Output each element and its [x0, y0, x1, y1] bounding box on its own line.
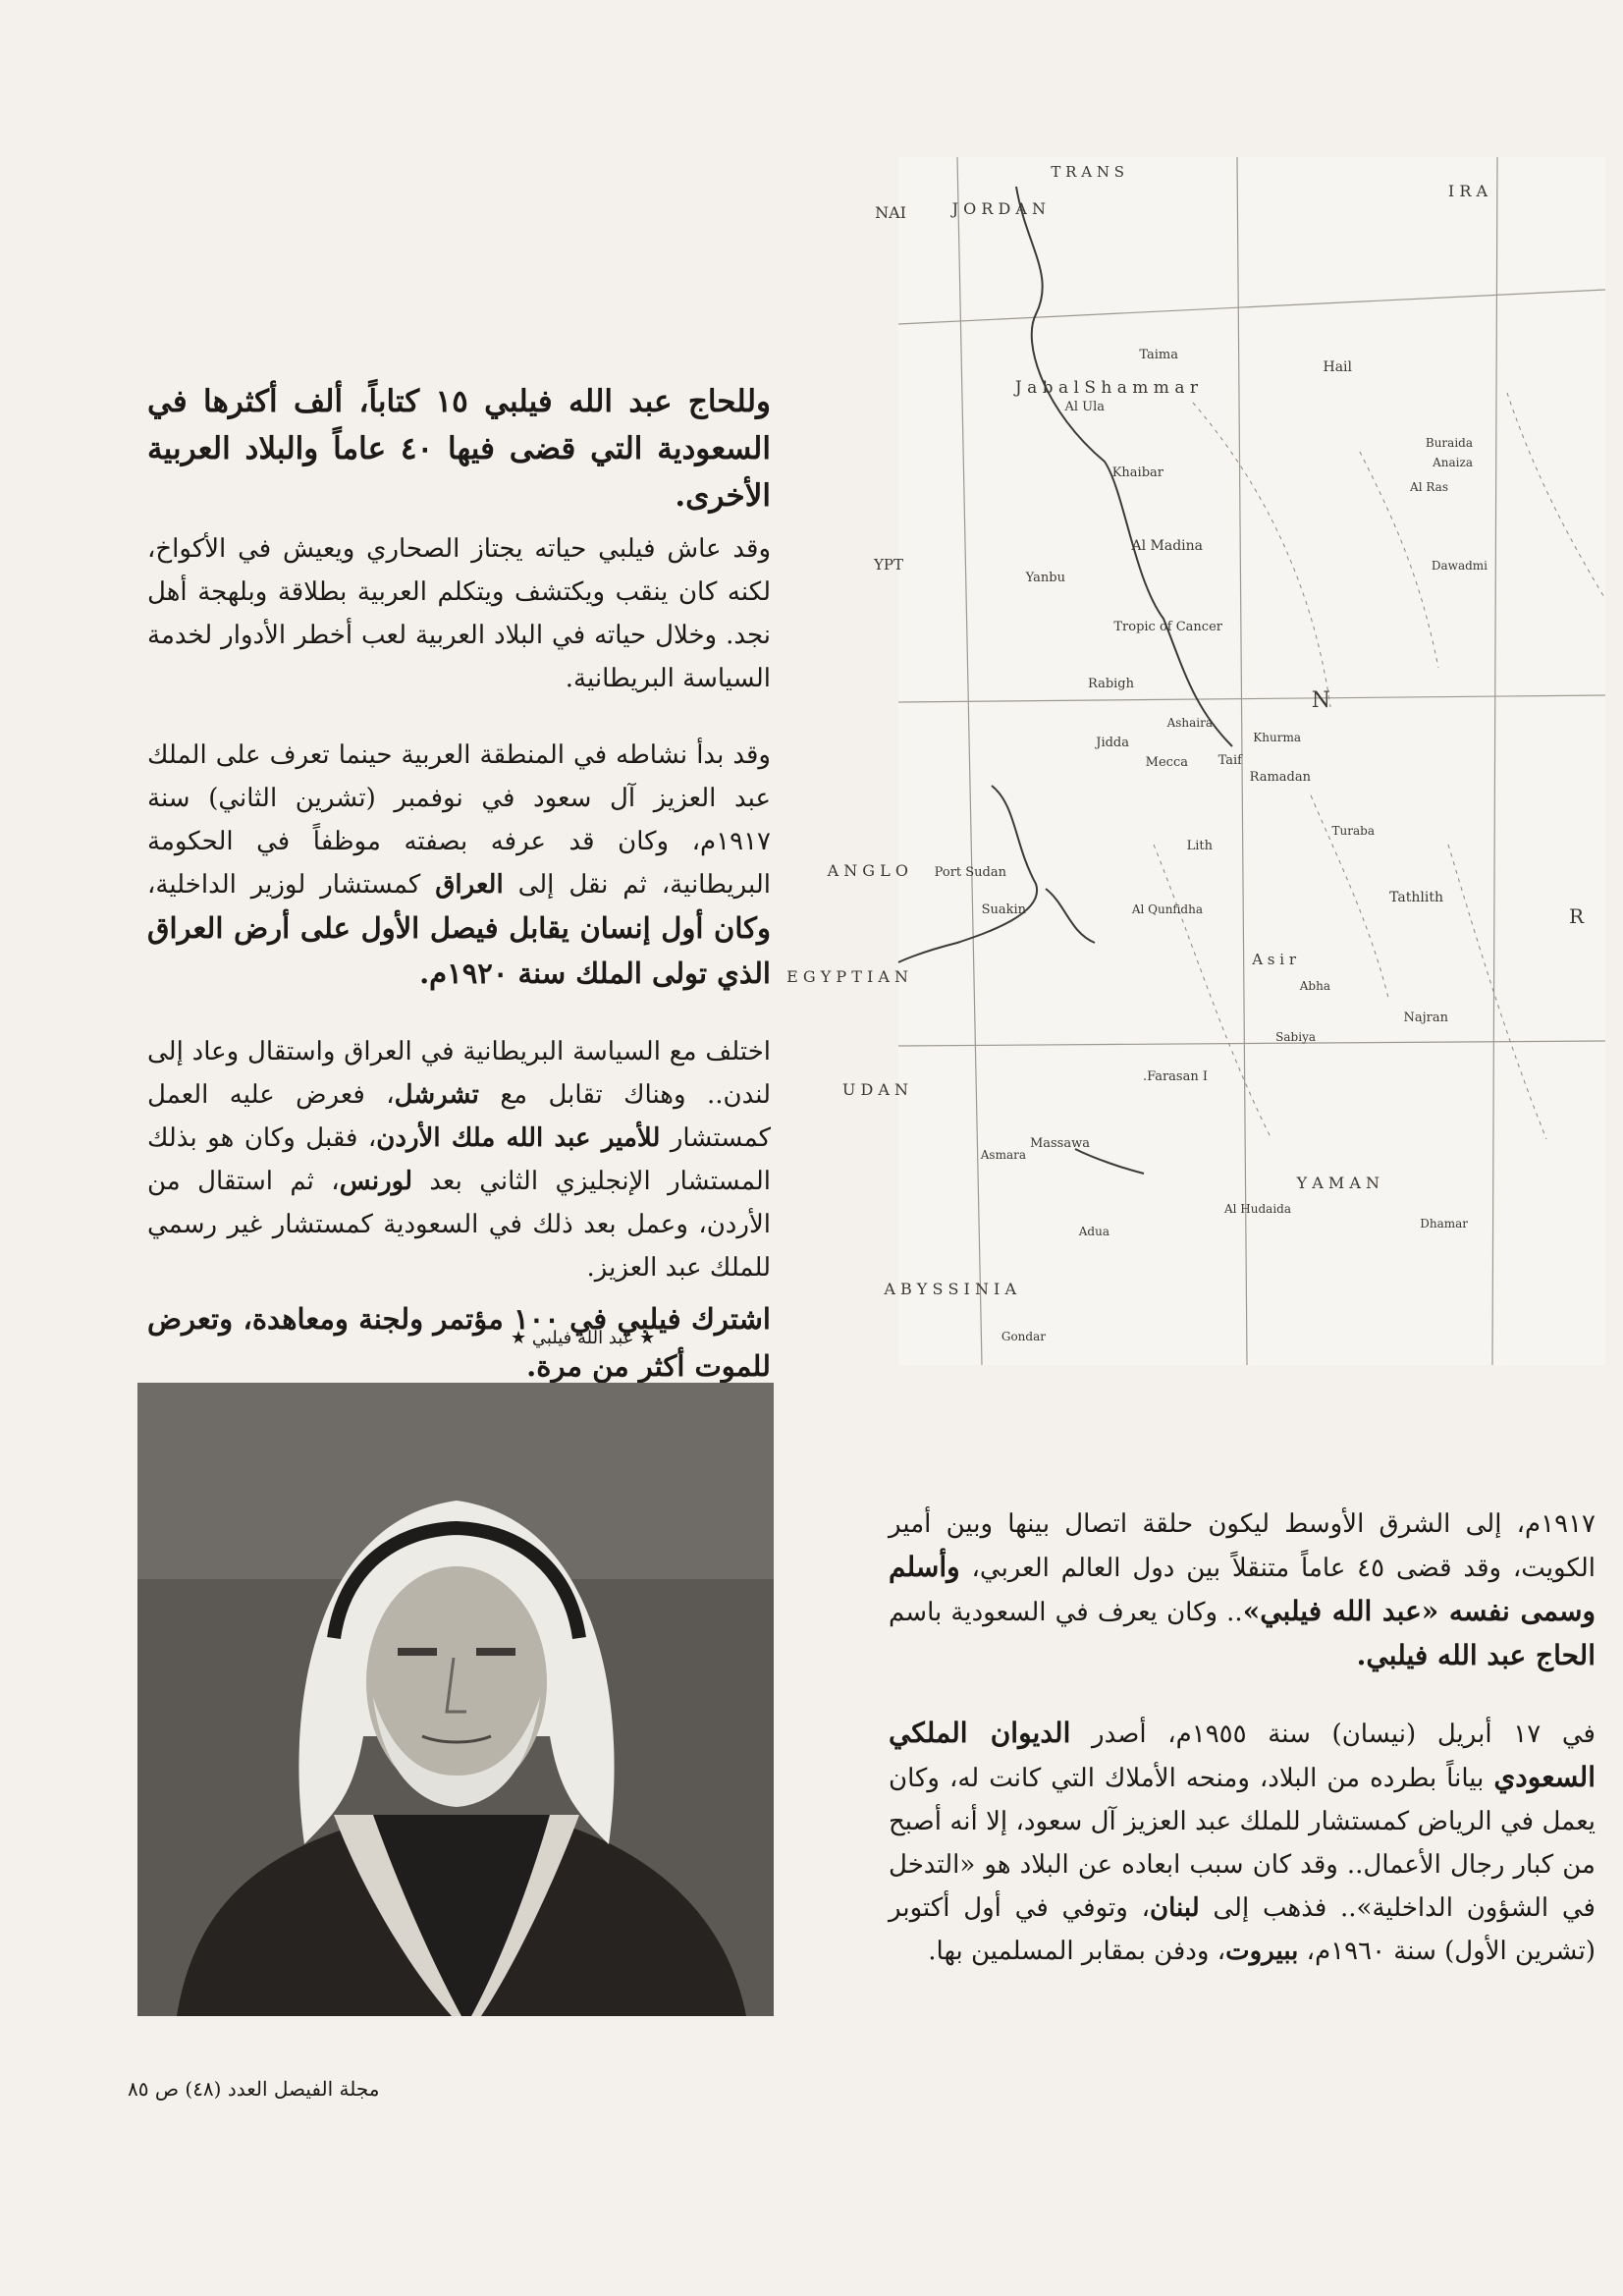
map-label-buraida: Buraida [1425, 436, 1473, 450]
map-label-suakin: Suakin [981, 902, 1026, 917]
map-label-al-ula: Al Ula [1064, 400, 1105, 414]
map-label-hail: Hail [1323, 359, 1352, 375]
paragraph-6-beirut: ببيروت [1225, 1937, 1299, 1966]
photo-caption: ★ عبد الله فيلبي ★ [511, 1328, 656, 1348]
map-label-asmara: Asmara [980, 1148, 1026, 1162]
map-label-tathlith: Tathlith [1389, 890, 1443, 905]
map-label-tropic: Tropic of Cancer [1113, 620, 1222, 634]
map-label-dawadmi: Dawadmi [1431, 559, 1488, 573]
map-of-arabia [786, 157, 1605, 1365]
paragraph-1: وقد عاش فيلبي حياته يجتاز الصحاري ويعيش في الأكواخ، لكنه كان ينقب ويكتشف ويتكلم العربية بطلاقة وبلهجة أهل نجد. وخلال حياته في البلاد العربية لعب أخطر الأدوار لخدمة السياسة البريطانية. [147, 534, 771, 693]
map-label-adua: Adua [1078, 1225, 1109, 1238]
map-label-asir: A s i r [1252, 951, 1296, 968]
paragraph-3-text-g: ، ثم استقال من الأردن، وعمل بعد ذلك في السعودية كمستشار غير رسمي للملك عبد العزيز. [147, 1167, 771, 1283]
paragraph-2-iraq: العراق [435, 870, 504, 900]
map-labels [786, 163, 1585, 1343]
page-footer: مجلة الفيصل العدد (٤٨) ص ٨٥ [128, 2077, 380, 2101]
map-label-tayma: Taima [1139, 348, 1178, 362]
map-label-ira: I R A [1447, 182, 1488, 200]
map-label-nai: NAI [875, 203, 906, 222]
map-label-egyptian: E G Y P T I A N [786, 967, 908, 986]
paragraph-5-name: الحاج عبد الله فيلبي. [1356, 1639, 1596, 1671]
map-label-qunfidha: Al Qunfidha [1131, 902, 1203, 916]
paragraph-6-text-g: ، ودفن بمقابر المسلمين بها. [928, 1937, 1226, 1966]
paragraph-3-text-e: ، فقبل وكان هو بذلك المستشار الإنجليزي الثاني بعد [147, 1123, 771, 1196]
map-label-al-madina: Al Madina [1131, 538, 1203, 554]
map-label-r: R [1568, 904, 1584, 928]
map-label-al-ras: Al Ras [1410, 480, 1448, 494]
map-label-anglo: A N G L O [827, 861, 908, 880]
paragraph-6-diwan: الديوان الملكي السعودي [889, 1717, 1596, 1793]
map-label-trans: T R A N S [1051, 163, 1124, 181]
map-label-farasan: Farasan I. [1142, 1069, 1208, 1084]
paragraph-3-prince: للأمير عبد الله ملك الأردن [376, 1123, 661, 1153]
map-label-yanbu: Yanbu [1025, 571, 1065, 585]
map-label-sabiya: Sabiya [1275, 1030, 1316, 1044]
map-label-mecca: Mecca [1145, 755, 1188, 770]
paragraph-6-lebanon: لبنان [1149, 1893, 1200, 1923]
paragraph-2-text-a: وقد بدأ نشاطه في المنطقة العربية حينما تعرف على الملك عبد العزيز آل سعود في نوفمبر (تشرين الثاني) سنة ١٩١٧م، وكان قد عرفه بصفته موظفاً في الحكومة البريطانية، ثم نقل إلى [147, 740, 772, 900]
paragraph-6-text-a: في ١٧ أبريل (نيسان) سنة ١٩٥٥م، أصدر [1070, 1720, 1596, 1749]
map-label-lith: Lith [1186, 839, 1213, 853]
paragraph-3-text-a: اختلف مع السياسة البريطانية في العراق واستقال وعاد إلى لندن.. وهناك تقابل مع [147, 1037, 772, 1110]
paragraph-5 [889, 1503, 1596, 1678]
map-label-n: N [1311, 688, 1330, 713]
map-label-yaman: Y A M A N [1296, 1174, 1380, 1192]
map-svg [786, 157, 1605, 1365]
map-label-unaiza: Anaiza [1433, 456, 1473, 469]
portrait-illustration [137, 1383, 774, 2016]
paragraph-2-bold: وكان أول إنسان يقابل فيصل الأول على أرض العراق الذي تولى الملك سنة ١٩٢٠م. [147, 911, 771, 990]
map-label-najran: Najran [1403, 1011, 1448, 1025]
paragraph-6-text-e: ، وتوفي في أول أكتوبر (تشرين الأول) سنة ١٩٦٠م، [889, 1893, 1596, 1966]
paragraph-6-text-c: بياناً بطرده من البلاد، ومنحه الأملاك التي كانت له، وكان يعمل في الرياض كمستشار للملك عبد العزيز آل سعود، إلا أنه أصبح من كبار رجال الأعمال.. وقد كان سبب ابعاده عن البلاد هو «التدخل في الشؤون الداخلية».. فذهب إلى [889, 1764, 1596, 1923]
map-label-dhamar: Dhamar [1420, 1217, 1468, 1230]
paragraph-2 [147, 734, 771, 997]
paragraph-5-text-a: ١٩١٧م، إلى الشرق الأوسط ليكون حلقة اتصال بينها وبين أمير الكويت، وقد قضى ٤٥ عاماً متنقلاً بين دول العالم العربي، [889, 1509, 1596, 1583]
paragraph-3 [147, 1030, 771, 1289]
map-grid [898, 157, 1605, 1365]
map-label-abyssinia: A B Y S S I N I A [884, 1280, 1016, 1298]
right-column [889, 1503, 1596, 1973]
headline: وللحاج عبد الله فيلبي ١٥ كتاباً، ألف أكثرها في السعودية التي قضى فيها ٤٠ عاماً والبلاد العربية الأخرى. [147, 384, 771, 514]
map-label-sudan: U D A N [841, 1080, 908, 1099]
paragraph-6 [889, 1712, 1596, 1973]
map-coastline [898, 187, 1232, 1174]
map-label-ramadan: Ramadan [1249, 770, 1311, 785]
map-label-jidda: Jidda [1096, 736, 1129, 750]
map-label-ypt: YPT [874, 556, 903, 574]
map-label-turaba: Turaba [1331, 824, 1375, 838]
paragraph-3-churchill: تشرشل [394, 1080, 479, 1110]
map-label-massawa: Massawa [1029, 1136, 1090, 1151]
map-label-port-sudan: Port Sudan [934, 865, 1006, 880]
map-label-ashaira: Ashaira [1166, 716, 1213, 730]
map-label-jordan: J O R D A N [951, 199, 1046, 218]
left-column [147, 378, 771, 1390]
paragraph-5-text-c: .. وكان يعرف في السعودية باسم [889, 1598, 1243, 1627]
paragraph-3-text-c: ، فعرض عليه العمل كمستشار [147, 1080, 771, 1153]
map-label-khaibar: Khaibar [1111, 465, 1163, 480]
paragraph-5-bold: وأسلم وسمى نفسه «عبد الله فيلبي» [889, 1551, 1596, 1627]
paragraph-3-lawrence: لورنس [339, 1167, 412, 1196]
map-label-gondar: Gondar [1001, 1330, 1046, 1343]
map-label-khurma: Khurma [1253, 731, 1301, 744]
map-label-abha: Abha [1299, 979, 1330, 993]
map-label-jabal-shammar: J a b a l S h a m m a r [1014, 378, 1198, 398]
map-label-hodaida: Al Hudaida [1223, 1202, 1291, 1216]
map-label-taif: Taif [1217, 753, 1242, 768]
paragraph-2-text-c: كمستشار لوزير الداخلية، [147, 870, 436, 900]
portrait-photo [137, 1383, 774, 2016]
map-label-rabigh: Rabigh [1087, 677, 1134, 691]
paragraph-4: اشترك فيلبي في ١٠٠ مؤتمر ولجنة ومعاهدة، وتعرض للموت أكثر من مرة. [147, 1302, 771, 1383]
